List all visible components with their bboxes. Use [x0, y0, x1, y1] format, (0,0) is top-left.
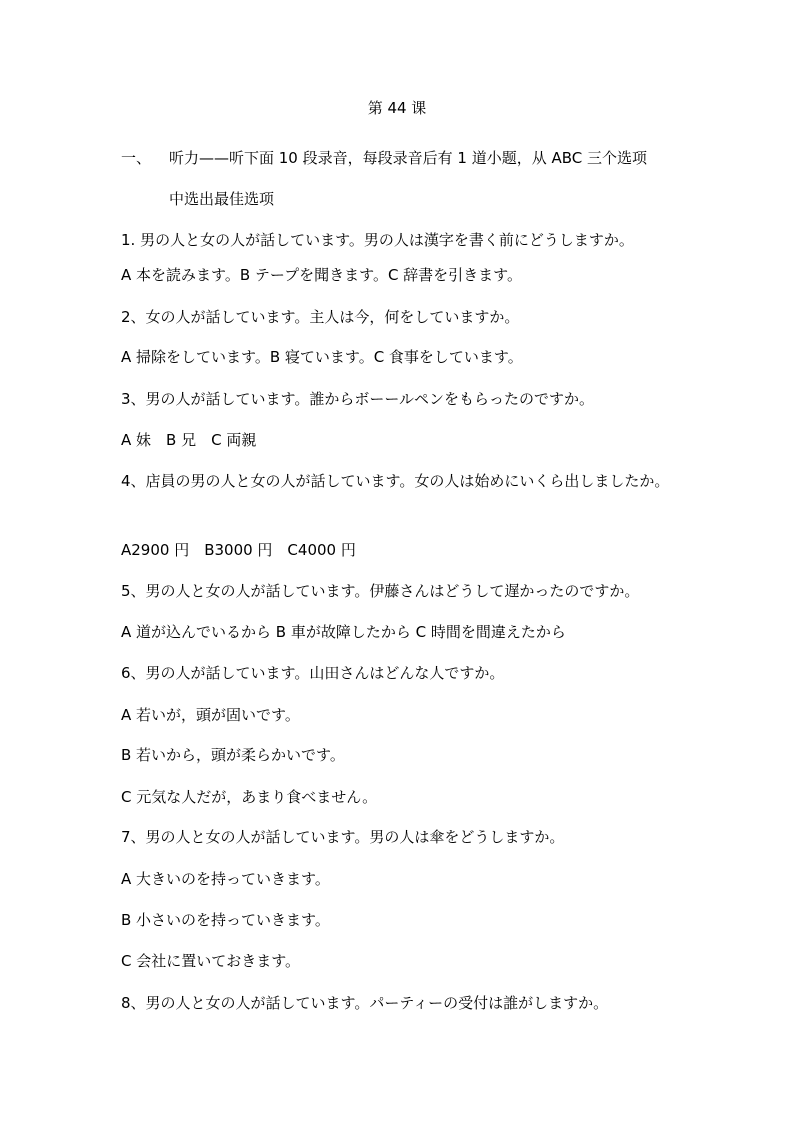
section-number: 一、 — [121, 149, 152, 167]
question-text: 6、男の人が話しています。山田さんはどんな人ですか。 — [121, 664, 505, 682]
question-text: 4、店員の男の人と女の人が話しています。女の人は始めにいくら出しましたか。 — [121, 472, 670, 490]
question-options: A 道が込んでいるから B 車が故障したから C 時間を間違えたから — [121, 623, 566, 641]
question-text: 3、男の人が話しています。誰からボーールペンをもらったのですか。 — [121, 390, 595, 408]
question-text: 5、男の人と女の人が話しています。伊藤さんはどうして遅かったのですか。 — [121, 582, 640, 600]
question-option: A 大きいのを持っていきます。 — [121, 870, 330, 888]
question-options: A 掃除をしています。B 寝ています。C 食事をしています。 — [121, 348, 523, 366]
section-instruction-line1: 听力——听下面 10 段录音，每段录音后有 1 道小题，从 ABC 三个选项 — [169, 149, 648, 167]
question-option: C 会社に置いておきます。 — [121, 952, 301, 970]
question-option: A 若いが，頭が固いです。 — [121, 706, 300, 724]
question-option: C 元気な人だが，あまり食べません。 — [121, 788, 378, 806]
question-text: 8、男の人と女の人が話しています。パーティーの受付は誰がしますか。 — [121, 994, 609, 1012]
section-instruction-line2: 中选出最佳选项 — [169, 190, 275, 208]
question-option: B 若いから，頭が柔らかいです。 — [121, 746, 345, 764]
question-options: A2900 円 B3000 円 C4000 円 — [121, 541, 356, 559]
question-options: A 本を読みます。B テープを聞きます。C 辞書を引きます。 — [121, 266, 522, 284]
question-text: 7、男の人と女の人が話しています。男の人は傘をどうしますか。 — [121, 828, 565, 846]
question-text: 1. 男の人と女の人が話しています。男の人は漢字を書く前にどうしますか。 — [121, 231, 634, 249]
question-text: 2、女の人が話しています。主人は今，何をしていますか。 — [121, 308, 520, 326]
question-option: B 小さいのを持っていきます。 — [121, 911, 330, 929]
lesson-title: 第 44 课 — [367, 99, 427, 117]
question-options: A 妹 B 兄 C 両親 — [121, 431, 257, 449]
